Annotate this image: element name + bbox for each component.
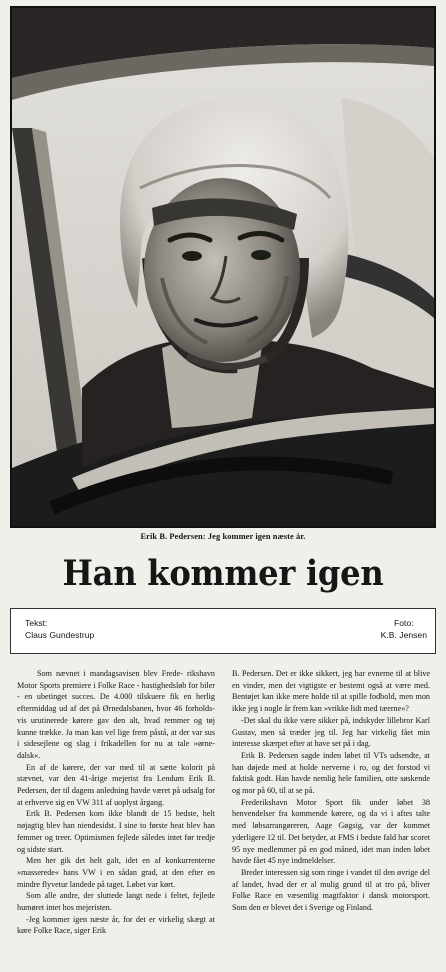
driver-photo <box>10 6 436 528</box>
photo-caption: Erik B. Pedersen: Jeg kommer igen næste år. <box>140 532 306 541</box>
text-credit <box>25 618 94 653</box>
headline: Han kommer igen <box>62 553 384 594</box>
paragraph: En af de kørere, der var med til at sætte kolorit på stævnet, var den 41-årige mejerist fra Lendum Erik B. Pedersen, der til dagens anledning havde været på udsalg for at erhverve sig en VW 311 af uoplyst årgang. <box>17 762 215 807</box>
article-column-left <box>17 668 215 937</box>
paragraph: Breder interessen sig som ringe i vandet til den øvrige del af landet, hvad der er al mulig grund til at tro på, bliver Folke Race en væsentlig magtfaktor i dansk motorsport. Som den er blevet det i Sverige og Finland. <box>232 867 430 913</box>
paragraph: Erik B. Pedersen kom ikke blandt de 15 bedste, helt nøjagtig blev han niendesidst. I sine to første heat blev han femmer og treer. Optimismen fejlede således intet før tredje og sidste start. <box>17 809 215 854</box>
paragraph: -Det skal du ikke være sikker på, indskyder lillebror Karl Gustav, men så træder jeg til. Jeg har virkelig fået min interesse skærpet efter at have set på i dag. <box>232 715 430 749</box>
article-column-right <box>232 668 430 937</box>
paragraph: -Jeg kommer igen næste år, for det er virkelig skægt at køre Folke Race, siger Erik <box>17 914 215 936</box>
paragraph: Men her gik det helt galt, idet en af konkurrenterne »masserede« hans VW i en sådan grad, at den efter en mindre flyvetur landede på taget. Løbet var kørt. <box>17 856 215 889</box>
paragraph: Som nævnet i mandagsavisen blev Frede- rikshavn Motor Sports premiere i Folke Race - hastighedsløb for biler - en ubetinget succes. De 4.000 tilskuere fik en herlig eftermiddag ud af det på Ørnedalsbanen, hvor 46 forholds- vis urutinerede kørere gav den alt, hvad remmer og tøj kunne trække. Ja man kan vel lige frem påstå, at der var sus i sidesejlene og slag i frikadellen for nu at tale »ørne- dalsk«. <box>17 669 215 760</box>
photo-credit-label: Foto: <box>394 618 414 628</box>
paragraph: Frederikshavn Motor Sport fik under løbet 38 henvendelser fra kommende kørere, og da vi i aftes talte med løbsarrangøreren, Aage Gøgsig, var der kommet yderligere 12 til. Det betyder, at FMS i bedste fald har scoret 95 nye medlemmer på en god måned, idet man inden løbet havde fået 45 nye indmeldelser. <box>232 797 430 866</box>
article-body <box>10 668 436 937</box>
text-credit-author: Claus Gundestrup <box>25 629 95 640</box>
credits-bar <box>10 608 436 654</box>
photo-credit <box>381 618 429 653</box>
driver-photo-illustration <box>12 8 434 526</box>
text-credit-label: Tekst: <box>25 618 48 628</box>
paragraph: Erik B. Pedersen sagde inden løbet til VTs udsendte, at han døjede med at holde nerverne i ro, og det forstod vi faktisk godt. Han havde nemlig hele familien, otte søskende og mor på 60, til at se på. <box>232 750 430 796</box>
photo-credit-author: K.B. Jensen <box>380 629 427 640</box>
paragraph: B. Pedersen. Det er ikke sikkert, jeg har evnerne til at blive en vinder, men det vigtigste er bestemt også at være med. Bentøjet kan ikke mere holde til at spille fodbold, men mon ikke jeg i nogle år frem kan »vrikke lidt med tæerne«? <box>232 669 430 714</box>
paragraph: Som alle andre, der sluttede langt nede i feltet, fejlede humøret intet hos mejeristen. <box>17 891 215 913</box>
